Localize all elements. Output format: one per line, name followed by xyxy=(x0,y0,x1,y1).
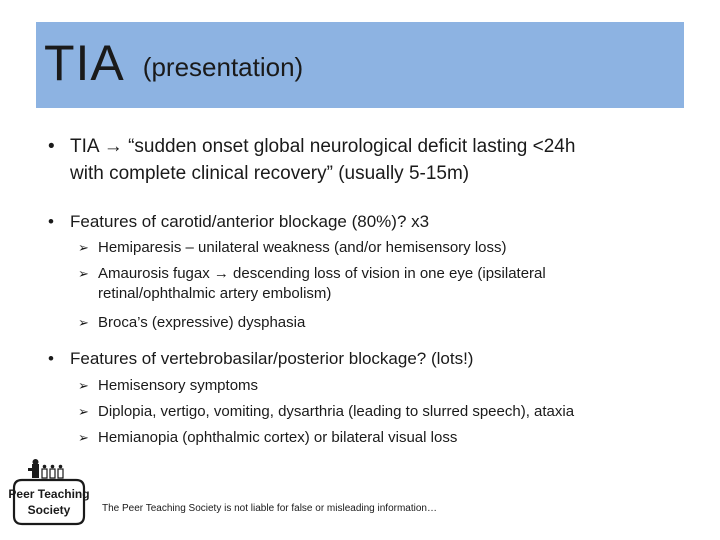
sub-item-hemiparesis xyxy=(78,238,507,258)
sub-item-amaurosis xyxy=(78,264,546,304)
sub-item-broca xyxy=(78,313,306,333)
arrow-bullet-icon: ➢ xyxy=(78,404,89,419)
sub-item-text: Amaurosis fugax → descending loss of vision in one eye (ipsilateral xyxy=(98,265,546,282)
sub-item-text-cont: retinal/ophthalmic artery embolism) xyxy=(98,285,332,302)
sub-item-hemianopia xyxy=(78,428,458,448)
logo-icon xyxy=(8,458,90,528)
bullet-text: TIA → “sudden onset global neurological deficit lasting <24h xyxy=(70,136,576,157)
sub-item-text: Hemianopia (ophthalmic cortex) or bilateral visual loss xyxy=(98,429,458,446)
bullet-dot-icon: • xyxy=(48,212,54,231)
sub-item-text: Hemiparesis – unilateral weakness (and/or hemisensory loss) xyxy=(98,239,507,256)
sub-item-diplopia xyxy=(78,402,575,422)
bullet-dot-icon: • xyxy=(48,136,55,157)
sub-item-text: Hemisensory symptoms xyxy=(98,377,259,394)
sub-item-text: Diplopia, vertigo, vomiting, dysarthria (leading to slurred speech), ataxia xyxy=(98,403,575,420)
sub-item-text: Broca’s (expressive) dysphasia xyxy=(98,314,306,331)
logo-line1: Peer Teaching xyxy=(8,487,90,501)
bullet-definition xyxy=(48,133,576,187)
bullet-text: Features of vertebrobasilar/posterior blockage? (lots!) xyxy=(70,349,474,368)
arrow-bullet-icon: ➢ xyxy=(78,378,89,393)
title-subtitle: (presentation) xyxy=(142,52,304,82)
bullet-dot-icon: • xyxy=(48,349,54,368)
bullet-text-cont: with complete clinical recovery” (usually 5-15m) xyxy=(70,163,470,184)
title-main: TIA xyxy=(44,35,125,91)
peer-teaching-society-logo xyxy=(8,458,90,528)
arrow-bullet-icon: ➢ xyxy=(78,266,89,281)
footer-disclaimer: The Peer Teaching Society is not liable for false or misleading information… xyxy=(102,503,437,514)
bullet-vertebrobasilar xyxy=(48,345,474,372)
logo-line2: Society xyxy=(27,503,71,517)
bullet-carotid xyxy=(48,208,430,235)
arrow-bullet-icon: ➢ xyxy=(78,240,89,255)
bullet-text: Features of carotid/anterior blockage (80%)? x3 xyxy=(70,212,430,231)
arrow-bullet-icon: ➢ xyxy=(78,315,89,330)
sub-item-hemisensory xyxy=(78,376,259,396)
arrow-bullet-icon: ➢ xyxy=(78,430,89,445)
